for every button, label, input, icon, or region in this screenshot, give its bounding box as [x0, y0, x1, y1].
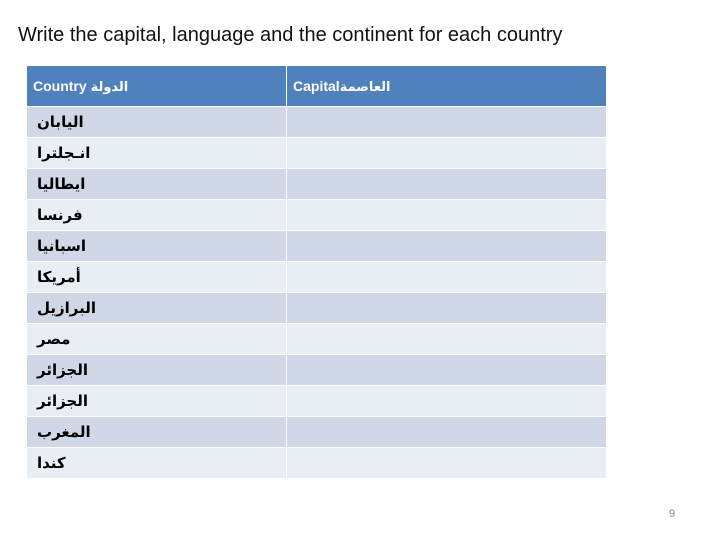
- country-name: مصر: [37, 330, 71, 348]
- country-cell: [27, 293, 287, 324]
- country-cell: [27, 107, 287, 138]
- table-row: [27, 231, 607, 262]
- table-row: [27, 169, 607, 200]
- country-name: كندا: [37, 454, 66, 472]
- country-cell: [27, 138, 287, 169]
- header-capital: [287, 66, 607, 107]
- country-name: اسبانيا: [37, 237, 87, 255]
- table-row: [27, 417, 607, 448]
- country-name: أمريكا: [37, 268, 81, 286]
- capital-cell[interactable]: [287, 169, 607, 200]
- header-capital-ar: العاصمة: [339, 79, 391, 95]
- table-row: [27, 262, 607, 293]
- table-row: [27, 138, 607, 169]
- header-country-en: Country: [33, 77, 87, 94]
- country-name: المغرب: [37, 423, 91, 441]
- capital-cell[interactable]: [287, 138, 607, 169]
- header-capital-en: Capital: [293, 77, 340, 94]
- country-name: اليابان: [37, 113, 84, 131]
- country-cell: [27, 262, 287, 293]
- country-name: الجزائر: [37, 392, 89, 410]
- country-name: ايطاليا: [37, 175, 86, 193]
- capital-cell[interactable]: [287, 355, 607, 386]
- capital-cell[interactable]: [287, 231, 607, 262]
- country-cell: [27, 200, 287, 231]
- capital-cell[interactable]: [287, 293, 607, 324]
- country-cell: [27, 417, 287, 448]
- country-cell: [27, 231, 287, 262]
- page-number: 9: [669, 508, 676, 520]
- country-name: البرازيل: [37, 299, 97, 317]
- country-name: الجزائر: [37, 361, 89, 379]
- table-row: [27, 200, 607, 231]
- capital-cell[interactable]: [287, 324, 607, 355]
- country-cell: [27, 169, 287, 200]
- country-name: فرنسا: [37, 206, 83, 224]
- table-row: [27, 355, 607, 386]
- capital-cell[interactable]: [287, 386, 607, 417]
- capital-cell[interactable]: [287, 107, 607, 138]
- country-capital-table: [27, 66, 607, 479]
- country-name: انـجلترا: [37, 144, 91, 162]
- header-country-ar: الدولة: [90, 79, 129, 95]
- country-cell: [27, 386, 287, 417]
- capital-cell[interactable]: [287, 262, 607, 293]
- table-row: [27, 324, 607, 355]
- capital-cell[interactable]: [287, 200, 607, 231]
- country-cell: [27, 324, 287, 355]
- table-row: [27, 448, 607, 479]
- country-cell: [27, 355, 287, 386]
- table-row: [27, 386, 607, 417]
- header-country: [27, 66, 287, 107]
- table-row: [27, 107, 607, 138]
- country-cell: [27, 448, 287, 479]
- table-row: [27, 293, 607, 324]
- table-header-row: [27, 66, 607, 107]
- page-title: Write the capital, language and the continent for each country: [18, 24, 563, 46]
- capital-cell[interactable]: [287, 448, 607, 479]
- capital-cell[interactable]: [287, 417, 607, 448]
